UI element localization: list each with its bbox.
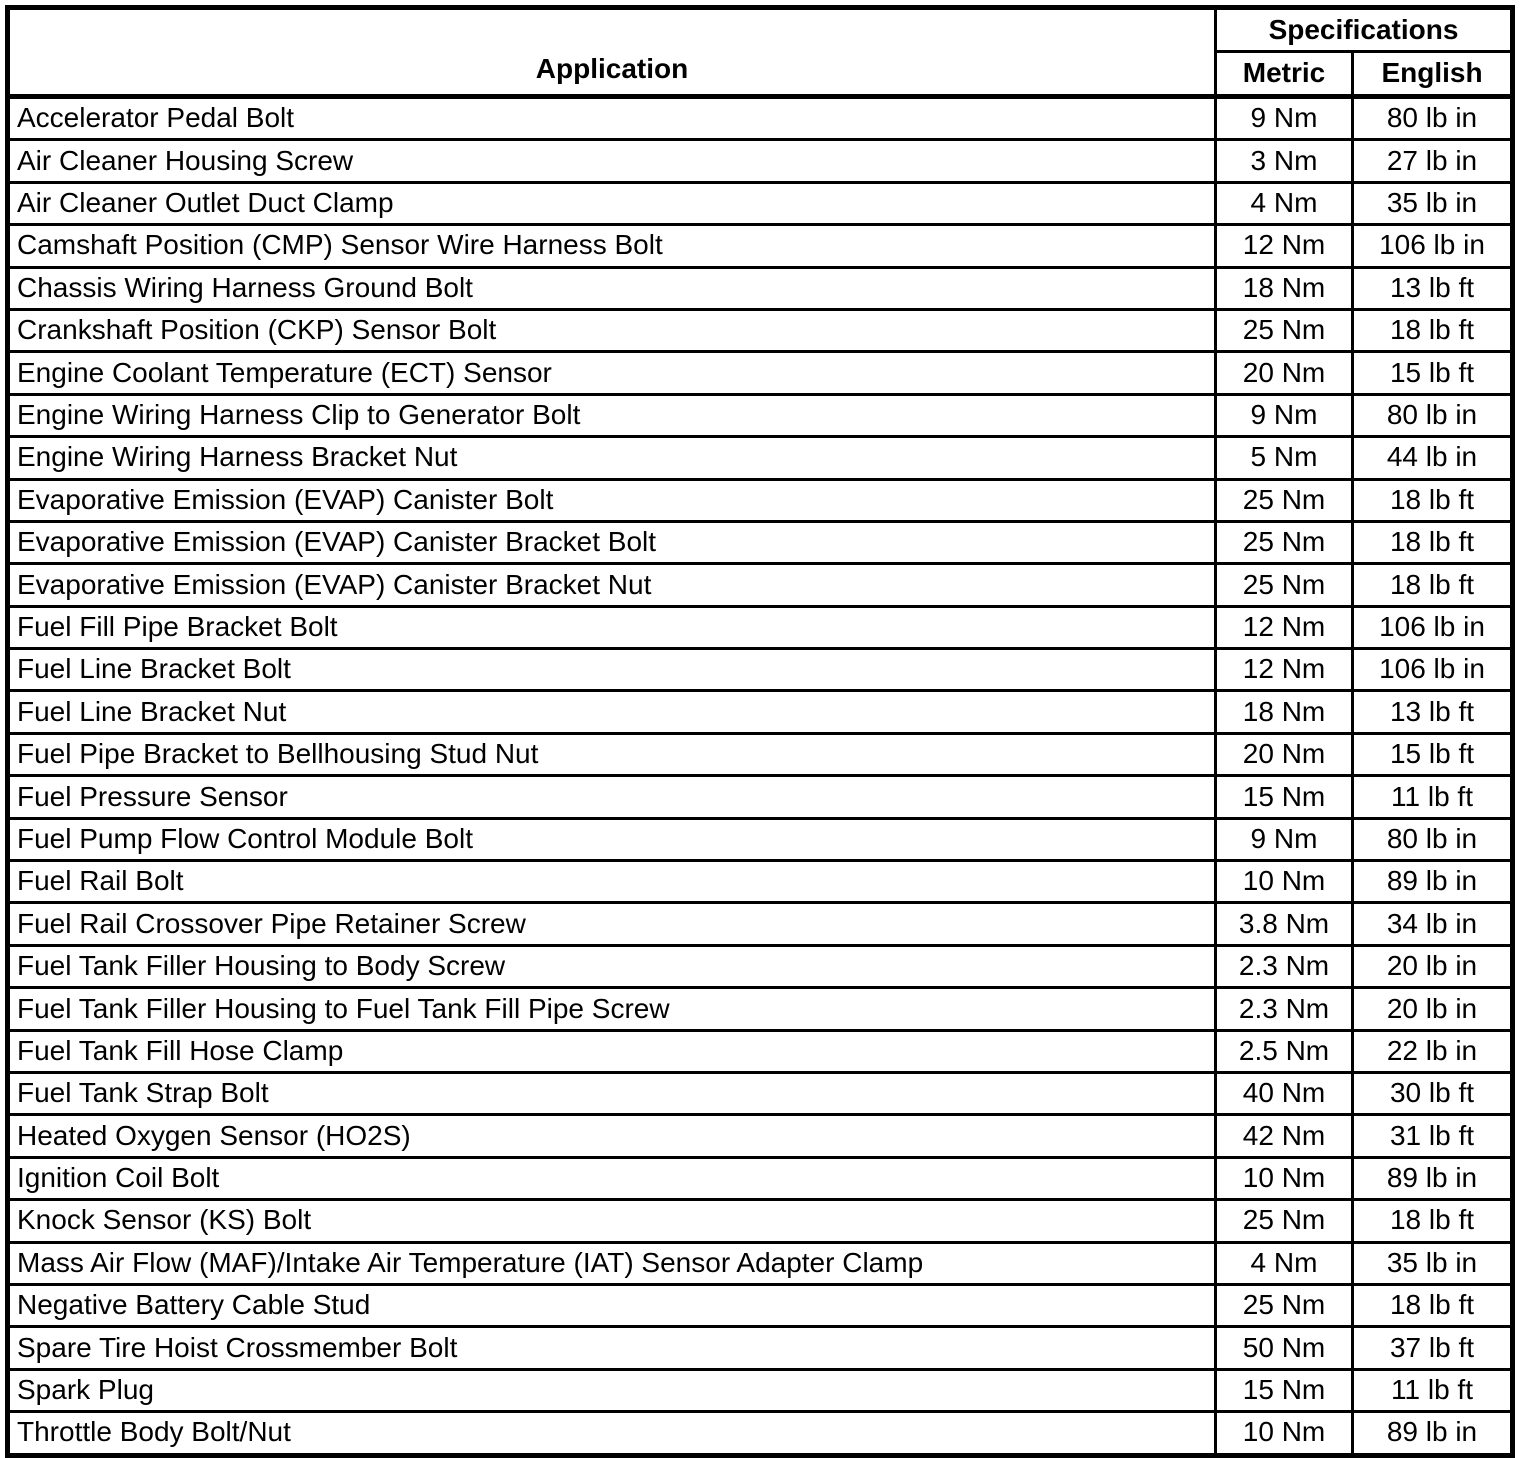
metric-value-cell: 40 Nm: [1216, 1072, 1353, 1114]
table-row: [8, 1030, 1513, 1072]
table-row: [8, 733, 1513, 775]
table-row: [8, 1072, 1513, 1114]
table-row: [8, 1284, 1513, 1326]
metric-value-cell: 15 Nm: [1216, 776, 1353, 818]
specifications-column-header: Specifications: [1216, 8, 1513, 52]
application-cell: Evaporative Emission (EVAP) Canister Bolt: [8, 479, 1216, 521]
table-row: [8, 691, 1513, 733]
metric-value-cell: 3 Nm: [1216, 140, 1353, 182]
application-cell: Spare Tire Hoist Crossmember Bolt: [8, 1327, 1216, 1369]
english-value-cell: 30 lb ft: [1353, 1072, 1513, 1114]
table-row: [8, 97, 1513, 140]
metric-value-cell: 4 Nm: [1216, 1242, 1353, 1284]
table-row: [8, 818, 1513, 860]
english-value-cell: 18 lb ft: [1353, 521, 1513, 563]
metric-value-cell: 9 Nm: [1216, 97, 1353, 140]
table-row: [8, 225, 1513, 267]
table-row: [8, 182, 1513, 224]
metric-value-cell: 12 Nm: [1216, 606, 1353, 648]
english-value-cell: 18 lb ft: [1353, 309, 1513, 351]
english-value-cell: 37 lb ft: [1353, 1327, 1513, 1369]
english-value-cell: 35 lb in: [1353, 1242, 1513, 1284]
english-value-cell: 13 lb ft: [1353, 691, 1513, 733]
metric-value-cell: 25 Nm: [1216, 309, 1353, 351]
metric-value-cell: 12 Nm: [1216, 225, 1353, 267]
metric-value-cell: 25 Nm: [1216, 1284, 1353, 1326]
application-cell: Fuel Tank Strap Bolt: [8, 1072, 1216, 1114]
application-cell: Fuel Fill Pipe Bracket Bolt: [8, 606, 1216, 648]
metric-value-cell: 2.3 Nm: [1216, 988, 1353, 1030]
english-value-cell: 89 lb in: [1353, 1412, 1513, 1455]
application-cell: Air Cleaner Housing Screw: [8, 140, 1216, 182]
english-value-cell: 20 lb in: [1353, 945, 1513, 987]
application-cell: Engine Coolant Temperature (ECT) Sensor: [8, 352, 1216, 394]
english-value-cell: 35 lb in: [1353, 182, 1513, 224]
table-row: [8, 1412, 1513, 1455]
application-column-header: Application: [8, 8, 1216, 97]
table-row: [8, 140, 1513, 182]
table-row: [8, 903, 1513, 945]
english-value-cell: 22 lb in: [1353, 1030, 1513, 1072]
metric-value-cell: 5 Nm: [1216, 437, 1353, 479]
torque-specifications-table: [5, 5, 1515, 1458]
table-row: [8, 988, 1513, 1030]
english-value-cell: 13 lb ft: [1353, 267, 1513, 309]
metric-value-cell: 2.5 Nm: [1216, 1030, 1353, 1072]
application-cell: Accelerator Pedal Bolt: [8, 97, 1216, 140]
metric-value-cell: 25 Nm: [1216, 1200, 1353, 1242]
application-cell: Fuel Pipe Bracket to Bellhousing Stud Nut: [8, 733, 1216, 775]
table-row: [8, 521, 1513, 563]
application-cell: Fuel Rail Crossover Pipe Retainer Screw: [8, 903, 1216, 945]
table-row: [8, 309, 1513, 351]
application-cell: Evaporative Emission (EVAP) Canister Bracket Bolt: [8, 521, 1216, 563]
application-cell: Fuel Tank Filler Housing to Body Screw: [8, 945, 1216, 987]
application-cell: Fuel Pump Flow Control Module Bolt: [8, 818, 1216, 860]
application-cell: Mass Air Flow (MAF)/Intake Air Temperature (IAT) Sensor Adapter Clamp: [8, 1242, 1216, 1284]
table-row: [8, 437, 1513, 479]
application-cell: Negative Battery Cable Stud: [8, 1284, 1216, 1326]
application-cell: Throttle Body Bolt/Nut: [8, 1412, 1216, 1455]
metric-value-cell: 10 Nm: [1216, 1157, 1353, 1199]
english-value-cell: 44 lb in: [1353, 437, 1513, 479]
metric-column-header: Metric: [1216, 52, 1353, 97]
table-row: [8, 945, 1513, 987]
english-value-cell: 34 lb in: [1353, 903, 1513, 945]
application-cell: Engine Wiring Harness Clip to Generator Bolt: [8, 394, 1216, 436]
english-value-cell: 80 lb in: [1353, 97, 1513, 140]
english-value-cell: 18 lb ft: [1353, 1284, 1513, 1326]
english-value-cell: 31 lb ft: [1353, 1115, 1513, 1157]
table-row: [8, 352, 1513, 394]
metric-value-cell: 10 Nm: [1216, 1412, 1353, 1455]
metric-value-cell: 3.8 Nm: [1216, 903, 1353, 945]
application-cell: Knock Sensor (KS) Bolt: [8, 1200, 1216, 1242]
metric-value-cell: 4 Nm: [1216, 182, 1353, 224]
application-cell: Camshaft Position (CMP) Sensor Wire Harness Bolt: [8, 225, 1216, 267]
english-value-cell: 106 lb in: [1353, 606, 1513, 648]
table-row: [8, 861, 1513, 903]
english-value-cell: 18 lb ft: [1353, 564, 1513, 606]
application-cell: Fuel Pressure Sensor: [8, 776, 1216, 818]
table-header: [8, 8, 1513, 97]
english-value-cell: 89 lb in: [1353, 1157, 1513, 1199]
metric-value-cell: 25 Nm: [1216, 521, 1353, 563]
table-row: [8, 606, 1513, 648]
application-cell: Fuel Tank Fill Hose Clamp: [8, 1030, 1216, 1072]
application-cell: Crankshaft Position (CKP) Sensor Bolt: [8, 309, 1216, 351]
table-row: [8, 776, 1513, 818]
english-value-cell: 18 lb ft: [1353, 479, 1513, 521]
application-cell: Fuel Line Bracket Nut: [8, 691, 1216, 733]
table-row: [8, 1200, 1513, 1242]
metric-value-cell: 18 Nm: [1216, 267, 1353, 309]
table-row: [8, 394, 1513, 436]
metric-value-cell: 42 Nm: [1216, 1115, 1353, 1157]
metric-value-cell: 9 Nm: [1216, 818, 1353, 860]
application-cell: Evaporative Emission (EVAP) Canister Bracket Nut: [8, 564, 1216, 606]
metric-value-cell: 10 Nm: [1216, 861, 1353, 903]
table-row: [8, 564, 1513, 606]
english-value-cell: 80 lb in: [1353, 394, 1513, 436]
application-cell: Chassis Wiring Harness Ground Bolt: [8, 267, 1216, 309]
application-cell: Ignition Coil Bolt: [8, 1157, 1216, 1199]
application-cell: Heated Oxygen Sensor (HO2S): [8, 1115, 1216, 1157]
table-row: [8, 1157, 1513, 1199]
english-value-cell: 15 lb ft: [1353, 733, 1513, 775]
metric-value-cell: 2.3 Nm: [1216, 945, 1353, 987]
english-value-cell: 80 lb in: [1353, 818, 1513, 860]
english-column-header: English: [1353, 52, 1513, 97]
table-row: [8, 1327, 1513, 1369]
english-value-cell: 89 lb in: [1353, 861, 1513, 903]
application-cell: Spark Plug: [8, 1369, 1216, 1411]
table-row: [8, 479, 1513, 521]
english-value-cell: 20 lb in: [1353, 988, 1513, 1030]
application-cell: Fuel Rail Bolt: [8, 861, 1216, 903]
metric-value-cell: 18 Nm: [1216, 691, 1353, 733]
application-cell: Air Cleaner Outlet Duct Clamp: [8, 182, 1216, 224]
table-row: [8, 649, 1513, 691]
specifications-header-row: [8, 8, 1513, 52]
metric-value-cell: 12 Nm: [1216, 649, 1353, 691]
application-cell: Engine Wiring Harness Bracket Nut: [8, 437, 1216, 479]
english-value-cell: 11 lb ft: [1353, 1369, 1513, 1411]
metric-value-cell: 15 Nm: [1216, 1369, 1353, 1411]
metric-value-cell: 20 Nm: [1216, 352, 1353, 394]
english-value-cell: 106 lb in: [1353, 649, 1513, 691]
table-row: [8, 1115, 1513, 1157]
english-value-cell: 27 lb in: [1353, 140, 1513, 182]
table-row: [8, 267, 1513, 309]
table-row: [8, 1369, 1513, 1411]
table-row: [8, 1242, 1513, 1284]
application-cell: Fuel Tank Filler Housing to Fuel Tank Fill Pipe Screw: [8, 988, 1216, 1030]
metric-value-cell: 25 Nm: [1216, 564, 1353, 606]
metric-value-cell: 25 Nm: [1216, 479, 1353, 521]
metric-value-cell: 20 Nm: [1216, 733, 1353, 775]
english-value-cell: 106 lb in: [1353, 225, 1513, 267]
english-value-cell: 18 lb ft: [1353, 1200, 1513, 1242]
application-cell: Fuel Line Bracket Bolt: [8, 649, 1216, 691]
table-body: [8, 97, 1513, 1456]
metric-value-cell: 50 Nm: [1216, 1327, 1353, 1369]
metric-value-cell: 9 Nm: [1216, 394, 1353, 436]
english-value-cell: 15 lb ft: [1353, 352, 1513, 394]
english-value-cell: 11 lb ft: [1353, 776, 1513, 818]
